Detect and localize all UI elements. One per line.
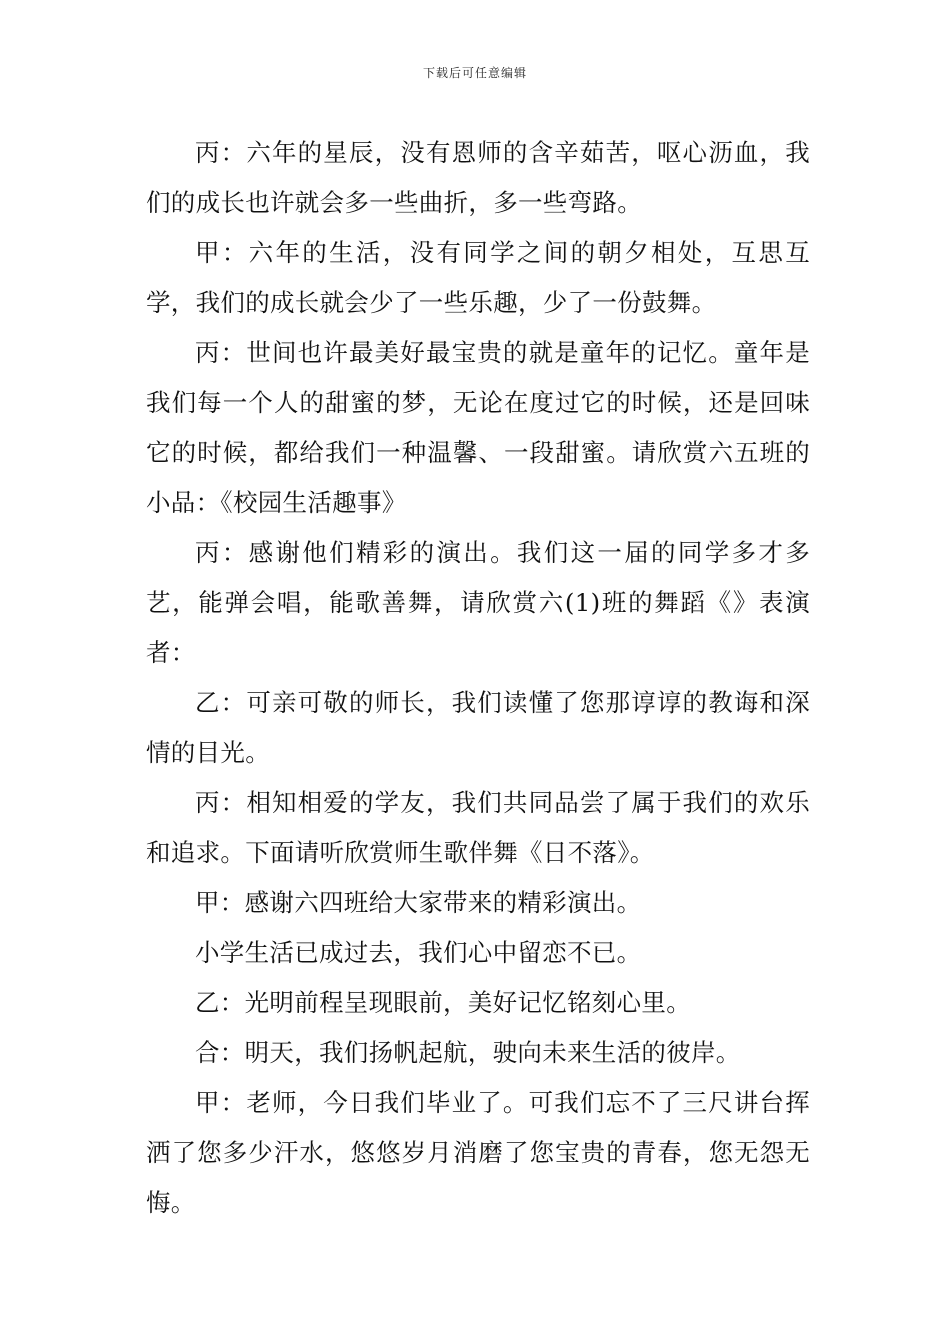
paragraph-2: 甲：六年的生活，没有同学之间的朝夕相处，互思互学，我们的成长就会少了一些乐趣，少了一份鼓舞。 xyxy=(146,238,810,317)
paragraph-7: 甲：感谢六四班给大家带来的精彩演出。 xyxy=(195,888,642,917)
paragraph-5: 乙：可亲可敬的师长，我们读懂了您那谆谆的教诲和深情的目光。 xyxy=(146,688,810,767)
paragraph-10: 合：明天，我们扬帆起航，驶向未来生活的彼岸。 xyxy=(195,1038,741,1067)
paragraph-4: 丙：感谢他们精彩的演出。我们这一届的同学多才多艺，能弹会唱，能歌善舞，请欣赏六(1)班的舞蹈《》表演者： xyxy=(146,538,810,667)
paragraph-3: 丙：世间也许最美好最宝贵的就是童年的记忆。童年是我们每一个人的甜蜜的梦，无论在度过它的时候，还是回味它的时候，都给我们一种温馨、一段甜蜜。请欣赏六五班的小品：《校园生活趣事》 xyxy=(146,338,810,517)
paragraph-1: 丙：六年的星辰，没有恩师的含辛茹苦，呕心沥血，我们的成长也许就会多一些曲折，多一些弯路。 xyxy=(146,138,810,217)
paragraph-9: 乙：光明前程呈现眼前，美好记忆铭刻心里。 xyxy=(195,988,691,1017)
paragraph-11: 甲：老师，今日我们毕业了。可我们忘不了三尺讲台挥洒了您多少汗水，悠悠岁月消磨了您宝贵的青春，您无怨无悔。 xyxy=(146,1088,810,1217)
paragraph-6: 丙：相知相爱的学友，我们共同品尝了属于我们的欢乐和追求。下面请听欣赏师生歌伴舞《日不落》。 xyxy=(146,788,810,867)
paragraph-8: 小学生活已成过去，我们心中留恋不已。 xyxy=(195,938,642,967)
page-header: 下载后可任意编辑 xyxy=(422,66,527,80)
document-body xyxy=(146,128,810,1228)
